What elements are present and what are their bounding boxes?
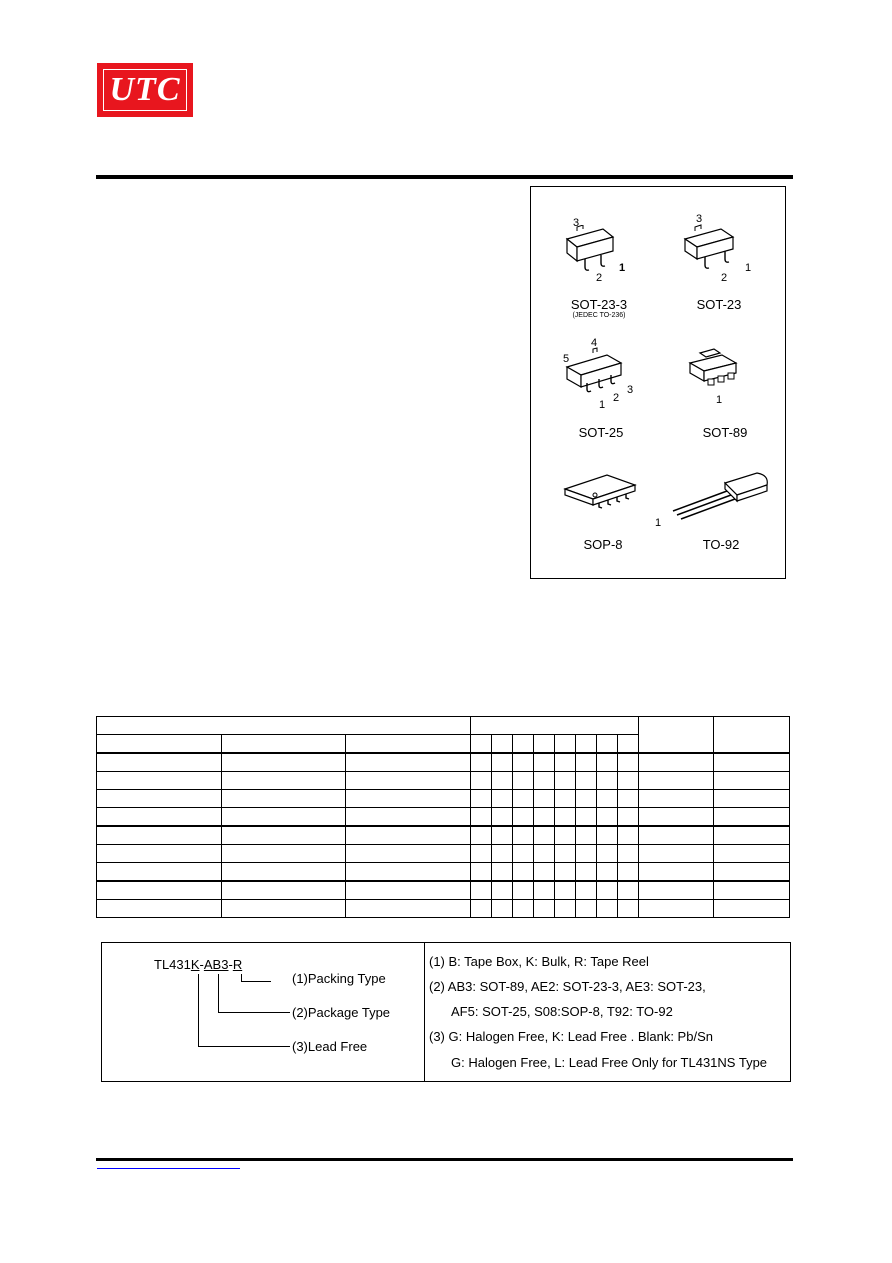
table-header-row [97,717,790,735]
sot-23-pin-1: 1 [745,262,752,274]
table-row [97,863,790,882]
sop-8-drawing [561,469,646,519]
part-number-example [154,957,242,972]
sot-25-pin-4: 4 [591,337,598,349]
part-sep-2: - [228,957,233,972]
sot-25-pin-3: 3 [627,384,634,396]
to-92-label: TO-92 [702,537,740,552]
part-package-code: AB3 [203,957,229,972]
footer-link-underline[interactable] [97,1168,240,1169]
sot-23-pin-3: 3 [696,213,703,225]
connector-packing-h [241,981,271,982]
note-lead-2: G: Halogen Free, L: Lead Free Only for TL431NS Type [451,1055,768,1070]
part-base: TL431 [154,957,191,972]
label-packing-type: (1)Packing Type [292,971,386,986]
to-92-drawing [663,465,773,525]
sot-89-label: SOT-89 [702,425,748,440]
ordering-table [96,716,790,918]
sot-23-3-label: SOT-23-3 [570,297,628,312]
sop-8-label: SOP-8 [583,537,623,552]
table-row [97,790,790,808]
sot-25-pin-2: 2 [613,392,620,404]
table-row [97,900,790,918]
sot-89-drawing [686,347,756,397]
connector-lead-h [198,1046,290,1047]
part-sep-1: - [199,957,204,972]
sot-23-3-drawing [559,225,639,275]
sot-23-3-pin-2: 2 [596,272,603,284]
table-row [97,881,790,900]
note-packing: (1) B: Tape Box, K: Bulk, R: Tape Reel [429,954,649,969]
company-logo [97,63,193,117]
sot-23-pin-2: 2 [721,272,728,284]
part-lead-free-code: K [190,957,200,972]
connector-package-v [218,974,219,1012]
sot-89-pin-1: 1 [716,394,723,406]
sot-23-3-pin-1: 1 [619,262,626,274]
note-package-1: (2) AB3: SOT-89, AE2: SOT-23-3, AE3: SOT-23, [429,979,706,994]
connector-package-h [218,1012,290,1013]
legend-divider [424,943,425,1081]
table-header-cell [97,717,471,735]
sot-23-3-pin-3: 3 [573,217,580,229]
table-header-cell [471,717,639,735]
sot-23-label: SOT-23 [696,297,742,312]
to-92-pin-1: 1 [655,517,662,529]
sot-25-label: SOT-25 [578,425,624,440]
label-lead-free: (3)Lead Free [292,1039,368,1054]
logo-text: UTC [109,71,181,108]
footer-rule [96,1158,793,1161]
sot-23-3-sublabel: (JEDEC TO-236) [572,312,626,319]
table-row [97,808,790,827]
label-package-type: (2)Package Type [292,1005,391,1020]
part-number-legend [101,942,791,1082]
note-package-2: AF5: SOT-25, S08:SOP-8, T92: TO-92 [451,1004,673,1019]
sot-25-pin-5: 5 [563,353,570,365]
table-row [97,772,790,790]
note-lead-1: (3) G: Halogen Free, K: Lead Free . Blank: Pb/Sn [429,1029,713,1044]
part-packing-code: R [232,957,243,972]
table-row [97,753,790,772]
connector-lead-v [198,974,199,1046]
table-row [97,845,790,863]
header-rule [96,175,793,179]
table-row [97,826,790,845]
package-outline-box [530,186,786,579]
table-header-cell [714,717,790,754]
table-header-cell [639,717,714,754]
sot-25-pin-1: 1 [599,399,606,411]
